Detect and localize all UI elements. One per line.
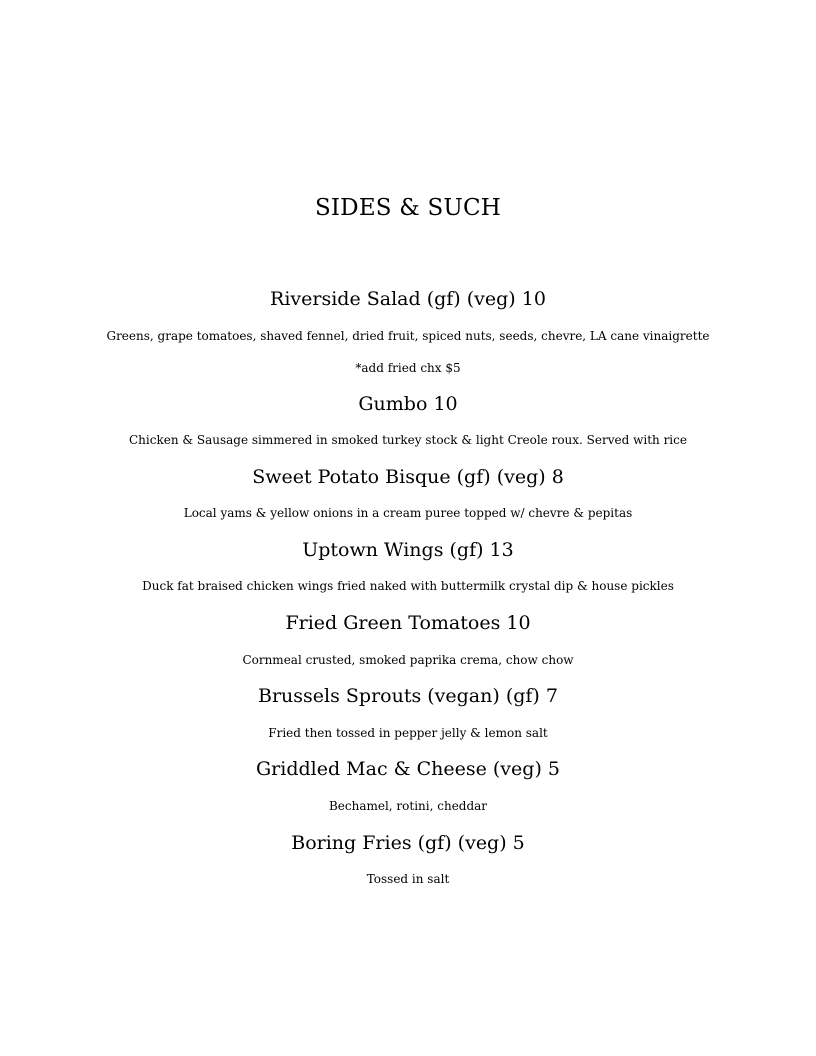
- item-note-riverside-salad: *add fried chx $5: [355, 361, 461, 375]
- item-description-gumbo: Chicken & Sausage simmered in smoked turkey stock & light Creole roux. Served with rice: [129, 433, 687, 447]
- menu-title: SIDES & SUCH: [314, 195, 502, 221]
- item-name-riverside-salad: Riverside Salad (gf) (veg) 10: [270, 288, 546, 310]
- item-name-gumbo: Gumbo 10: [358, 393, 458, 415]
- item-description-uptown-wings: Duck fat braised chicken wings fried naked with buttermilk crystal dip & house pickles: [142, 579, 674, 593]
- item-name-boring-fries: Boring Fries (gf) (veg) 5: [291, 832, 525, 854]
- item-description-boring-fries: Tossed in salt: [366, 872, 450, 886]
- item-description-sweet-potato-bisque: Local yams & yellow onions in a cream puree topped w/ chevre & pepitas: [183, 506, 633, 520]
- item-name-uptown-wings: Uptown Wings (gf) 13: [302, 539, 514, 561]
- item-name-fried-green-tomatoes: Fried Green Tomatoes 10: [285, 612, 531, 634]
- item-description-griddled-mac-cheese: Bechamel, rotini, cheddar: [328, 799, 488, 813]
- item-name-sweet-potato-bisque: Sweet Potato Bisque (gf) (veg) 8: [252, 466, 564, 488]
- item-name-brussels-sprouts: Brussels Sprouts (vegan) (gf) 7: [258, 685, 558, 707]
- item-description-fried-green-tomatoes: Cornmeal crusted, smoked paprika crema, chow chow: [242, 653, 574, 667]
- item-name-griddled-mac-cheese: Griddled Mac & Cheese (veg) 5: [256, 758, 560, 780]
- item-description-riverside-salad: Greens, grape tomatoes, shaved fennel, dried fruit, spiced nuts, seeds, chevre, LA cane vinaigrette: [106, 329, 710, 343]
- item-description-brussels-sprouts: Fried then tossed in pepper jelly & lemon salt: [268, 726, 548, 740]
